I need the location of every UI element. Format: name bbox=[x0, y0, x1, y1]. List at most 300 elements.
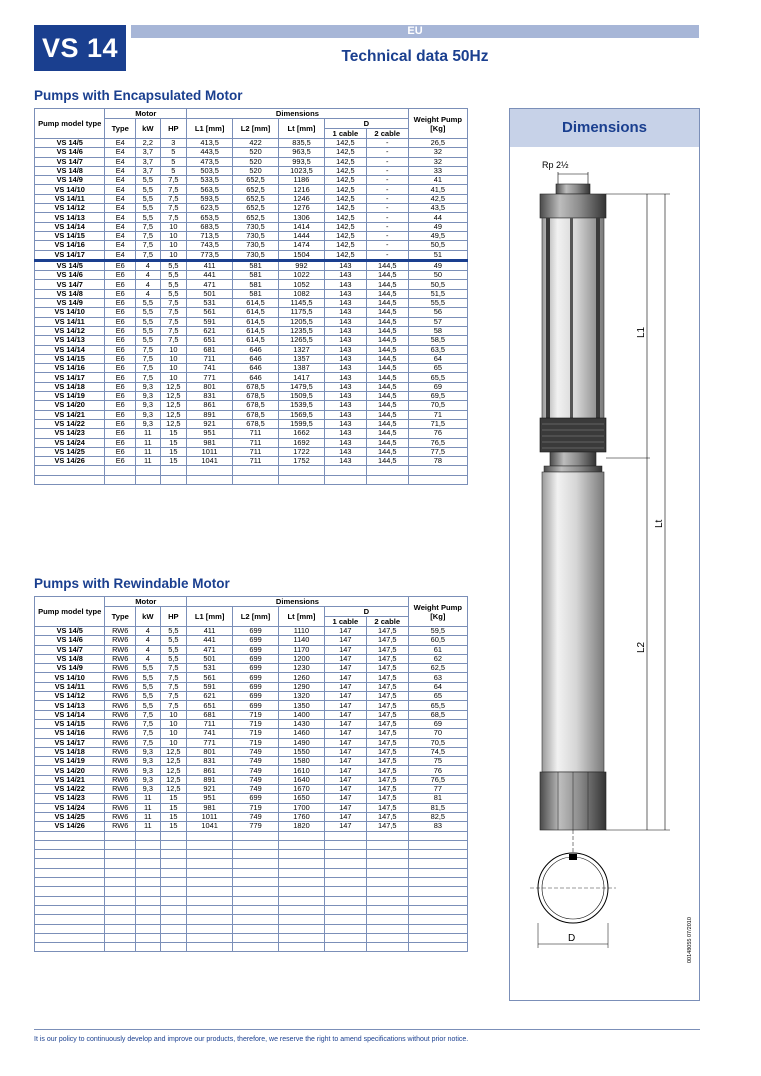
table-cell: 62,5 bbox=[408, 664, 467, 673]
table-cell: 1205,5 bbox=[279, 317, 325, 326]
table-cell: 144,5 bbox=[366, 447, 408, 456]
table-cell bbox=[105, 924, 136, 933]
d-label: D bbox=[568, 933, 576, 944]
table-row bbox=[35, 354, 468, 363]
table-cell: 1022 bbox=[279, 271, 325, 280]
table-row bbox=[35, 738, 468, 747]
table-cell: 719 bbox=[233, 738, 279, 747]
table-cell: 144,5 bbox=[366, 382, 408, 391]
table-cell bbox=[366, 831, 408, 840]
header-hp: HP bbox=[160, 119, 187, 139]
table-cell: 144,5 bbox=[366, 345, 408, 354]
table-cell: 719 bbox=[233, 710, 279, 719]
table-cell: 11 bbox=[136, 803, 161, 812]
table-cell: 143 bbox=[324, 260, 366, 270]
header-l1: L1 [mm] bbox=[187, 607, 233, 627]
table-cell: 7,5 bbox=[160, 664, 187, 673]
table-cell: 147 bbox=[324, 719, 366, 728]
table-cell: 69 bbox=[408, 719, 467, 728]
table-cell: 10 bbox=[160, 354, 187, 363]
table-cell: 1140 bbox=[279, 636, 325, 645]
header-motor: Motor bbox=[105, 597, 187, 607]
table-cell: 147,5 bbox=[366, 738, 408, 747]
table-cell: 147,5 bbox=[366, 757, 408, 766]
table-cell: 63 bbox=[408, 673, 467, 682]
table-cell: 501 bbox=[187, 654, 233, 663]
table-cell: 981 bbox=[187, 803, 233, 812]
table-cell: 5,5 bbox=[136, 204, 161, 213]
blank-row bbox=[35, 915, 468, 924]
table-cell: 142,5 bbox=[324, 148, 366, 157]
table-cell: 652,5 bbox=[233, 194, 279, 203]
table-cell: E6 bbox=[105, 317, 136, 326]
table-cell: 12,5 bbox=[160, 747, 187, 756]
table-row bbox=[35, 317, 468, 326]
table-cell bbox=[366, 850, 408, 859]
model-cell: VS 14/7 bbox=[35, 645, 105, 654]
table-cell bbox=[105, 850, 136, 859]
dimension-extension-lines bbox=[606, 194, 670, 830]
table-cell: 1230 bbox=[279, 664, 325, 673]
table-cell: RW6 bbox=[105, 766, 136, 775]
table-cell: 5,5 bbox=[136, 664, 161, 673]
table-cell: RW6 bbox=[105, 747, 136, 756]
table-cell: 10 bbox=[160, 231, 187, 240]
table-cell: - bbox=[366, 204, 408, 213]
table-cell: 646 bbox=[233, 373, 279, 382]
table-cell: 591 bbox=[187, 682, 233, 691]
table-cell: 144,5 bbox=[366, 260, 408, 270]
table-cell: 60,5 bbox=[408, 636, 467, 645]
table-cell bbox=[136, 868, 161, 877]
table-cell: 711 bbox=[187, 719, 233, 728]
header-kw: kW bbox=[136, 119, 161, 139]
table-cell bbox=[160, 943, 187, 952]
table-cell: 891 bbox=[187, 410, 233, 419]
table-cell: 861 bbox=[187, 401, 233, 410]
table-cell bbox=[35, 878, 105, 887]
table-cell bbox=[160, 878, 187, 887]
table-cell bbox=[366, 943, 408, 952]
table-cell: 749 bbox=[233, 785, 279, 794]
table-cell: 147 bbox=[324, 747, 366, 756]
table-cell bbox=[105, 868, 136, 877]
table-cell: 147,5 bbox=[366, 803, 408, 812]
table-cell bbox=[35, 850, 105, 859]
table-cell: 147 bbox=[324, 794, 366, 803]
table-row bbox=[35, 747, 468, 756]
table-row bbox=[35, 438, 468, 447]
table-cell: 473,5 bbox=[187, 157, 233, 166]
table-row bbox=[35, 345, 468, 354]
table-cell: 730,5 bbox=[233, 241, 279, 250]
table-cell: - bbox=[366, 139, 408, 148]
table-cell bbox=[408, 943, 467, 952]
table-cell: 771 bbox=[187, 738, 233, 747]
table-cell bbox=[105, 466, 136, 475]
table-cell: 7,5 bbox=[160, 336, 187, 345]
table-cell: 4 bbox=[136, 271, 161, 280]
model-cell: VS 14/11 bbox=[35, 317, 105, 326]
table-cell: 56 bbox=[408, 308, 467, 317]
table-cell: 147,5 bbox=[366, 664, 408, 673]
table-cell: 1430 bbox=[279, 719, 325, 728]
table-cell bbox=[233, 859, 279, 868]
table-cell bbox=[187, 466, 233, 475]
table-cell bbox=[233, 840, 279, 849]
table-cell: 1041 bbox=[187, 457, 233, 466]
table-row bbox=[35, 271, 468, 280]
table-cell bbox=[136, 859, 161, 868]
table-cell: 963,5 bbox=[279, 148, 325, 157]
table-cell: 1700 bbox=[279, 803, 325, 812]
table-cell: 12,5 bbox=[160, 775, 187, 784]
table-cell: 33 bbox=[408, 166, 467, 175]
table-cell: 81,5 bbox=[408, 803, 467, 812]
table-cell: 12,5 bbox=[160, 757, 187, 766]
table-cell: 144,5 bbox=[366, 410, 408, 419]
table-cell: E4 bbox=[105, 194, 136, 203]
table-cell: 10 bbox=[160, 719, 187, 728]
table-cell: 471 bbox=[187, 645, 233, 654]
table-cell: 581 bbox=[233, 280, 279, 289]
model-cell: VS 14/9 bbox=[35, 176, 105, 185]
table-cell bbox=[408, 933, 467, 942]
model-cell: VS 14/21 bbox=[35, 410, 105, 419]
header-l2: L2 [mm] bbox=[233, 119, 279, 139]
table-cell bbox=[366, 878, 408, 887]
table-cell bbox=[105, 831, 136, 840]
table-cell: 4 bbox=[136, 289, 161, 298]
table-cell bbox=[35, 905, 105, 914]
table-cell: 58,5 bbox=[408, 336, 467, 345]
blank-row bbox=[35, 868, 468, 877]
table-cell bbox=[408, 831, 467, 840]
table-cell: 74,5 bbox=[408, 747, 467, 756]
table-cell: 5,5 bbox=[136, 682, 161, 691]
table-cell bbox=[279, 840, 325, 849]
table-cell: E4 bbox=[105, 241, 136, 250]
table-cell bbox=[105, 896, 136, 905]
table-cell: 1186 bbox=[279, 176, 325, 185]
table-cell bbox=[35, 859, 105, 868]
table-cell bbox=[279, 831, 325, 840]
header-pump-model: Pump model type bbox=[35, 109, 105, 139]
table-cell: 83 bbox=[408, 822, 467, 831]
table-cell: 719 bbox=[233, 729, 279, 738]
table-cell: 147 bbox=[324, 692, 366, 701]
table-cell: 2,2 bbox=[136, 139, 161, 148]
table-row bbox=[35, 382, 468, 391]
table-cell: 652,5 bbox=[233, 185, 279, 194]
table-cell: 147,5 bbox=[366, 775, 408, 784]
model-cell: VS 14/8 bbox=[35, 654, 105, 663]
table-row bbox=[35, 775, 468, 784]
table-cell: 1444 bbox=[279, 231, 325, 240]
table-row bbox=[35, 419, 468, 428]
table-cell: 711 bbox=[187, 354, 233, 363]
table-cell: RW6 bbox=[105, 636, 136, 645]
table-cell: E6 bbox=[105, 447, 136, 456]
table-cell bbox=[324, 933, 366, 942]
model-cell: VS 14/25 bbox=[35, 812, 105, 821]
table-cell: 5,5 bbox=[136, 701, 161, 710]
table-cell: 144,5 bbox=[366, 299, 408, 308]
table-cell: 614,5 bbox=[233, 317, 279, 326]
table-cell: 1414 bbox=[279, 222, 325, 231]
model-cell: VS 14/17 bbox=[35, 250, 105, 260]
table-cell: 5,5 bbox=[160, 260, 187, 270]
table-cell: 142,5 bbox=[324, 139, 366, 148]
table-cell bbox=[105, 915, 136, 924]
header-weight: Weight Pump [Kg] bbox=[408, 109, 467, 139]
pump-head bbox=[540, 194, 606, 218]
table-cell: 59,5 bbox=[408, 627, 467, 636]
table-cell: 147,5 bbox=[366, 627, 408, 636]
table-cell: - bbox=[366, 222, 408, 231]
section-title-rewindable: Pumps with Rewindable Motor bbox=[34, 576, 230, 591]
table-cell: 144,5 bbox=[366, 438, 408, 447]
table-cell: 773,5 bbox=[187, 250, 233, 260]
table-cell: 1752 bbox=[279, 457, 325, 466]
table-cell: 7,5 bbox=[160, 701, 187, 710]
table-cell bbox=[35, 840, 105, 849]
table-cell: - bbox=[366, 241, 408, 250]
encapsulated-motor-table bbox=[34, 108, 468, 485]
table-cell: 143 bbox=[324, 317, 366, 326]
table-row bbox=[35, 392, 468, 401]
table-cell: 1460 bbox=[279, 729, 325, 738]
table-row bbox=[35, 139, 468, 148]
table-cell: 4 bbox=[136, 636, 161, 645]
table-cell: 10 bbox=[160, 222, 187, 231]
table-cell: 12,5 bbox=[160, 392, 187, 401]
table-cell bbox=[279, 475, 325, 484]
table-cell: 741 bbox=[187, 729, 233, 738]
table-cell: 147 bbox=[324, 729, 366, 738]
table-cell: 711 bbox=[233, 429, 279, 438]
table-row bbox=[35, 719, 468, 728]
table-row bbox=[35, 729, 468, 738]
table-cell bbox=[366, 868, 408, 877]
table-cell: 10 bbox=[160, 345, 187, 354]
blank-row bbox=[35, 466, 468, 475]
header-motor: Motor bbox=[105, 109, 187, 119]
table-cell: 147 bbox=[324, 682, 366, 691]
table-cell bbox=[160, 896, 187, 905]
table-cell: 41 bbox=[408, 176, 467, 185]
table-cell: 143 bbox=[324, 457, 366, 466]
table-row bbox=[35, 701, 468, 710]
table-cell: 651 bbox=[187, 336, 233, 345]
table-cell bbox=[160, 887, 187, 896]
model-cell: VS 14/15 bbox=[35, 354, 105, 363]
table-cell: 147,5 bbox=[366, 812, 408, 821]
table-cell: 143 bbox=[324, 438, 366, 447]
table-cell bbox=[324, 859, 366, 868]
table-cell: E6 bbox=[105, 299, 136, 308]
table-cell: - bbox=[366, 213, 408, 222]
table-cell: 520 bbox=[233, 166, 279, 175]
table-cell: 7,5 bbox=[160, 673, 187, 682]
table-cell: 7,5 bbox=[136, 738, 161, 747]
table-cell: RW6 bbox=[105, 719, 136, 728]
table-cell bbox=[324, 840, 366, 849]
table-cell bbox=[233, 924, 279, 933]
table-cell: 951 bbox=[187, 429, 233, 438]
table-cell: 621 bbox=[187, 326, 233, 335]
model-cell: VS 14/5 bbox=[35, 139, 105, 148]
table-cell: 32 bbox=[408, 157, 467, 166]
table-cell bbox=[324, 943, 366, 952]
table-cell: 443,5 bbox=[187, 148, 233, 157]
table-cell: 1670 bbox=[279, 785, 325, 794]
table-cell: 147 bbox=[324, 645, 366, 654]
table-cell: 614,5 bbox=[233, 308, 279, 317]
table-cell: 26,5 bbox=[408, 139, 467, 148]
table-cell: 76,5 bbox=[408, 775, 467, 784]
table-row bbox=[35, 364, 468, 373]
table-cell: 5,5 bbox=[136, 299, 161, 308]
table-cell: - bbox=[366, 157, 408, 166]
model-cell: VS 14/14 bbox=[35, 345, 105, 354]
table-cell: 5,5 bbox=[136, 692, 161, 701]
table-cell: E4 bbox=[105, 222, 136, 231]
table-cell: 711 bbox=[233, 457, 279, 466]
table-cell bbox=[233, 878, 279, 887]
table-cell: E4 bbox=[105, 185, 136, 194]
table-row bbox=[35, 185, 468, 194]
table-cell: 11 bbox=[136, 812, 161, 821]
table-cell bbox=[408, 868, 467, 877]
table-cell: E4 bbox=[105, 166, 136, 175]
table-cell bbox=[408, 896, 467, 905]
table-cell: 143 bbox=[324, 447, 366, 456]
header-hp: HP bbox=[160, 607, 187, 627]
table-cell: 147 bbox=[324, 775, 366, 784]
table-cell: 801 bbox=[187, 382, 233, 391]
table-cell: 1692 bbox=[279, 438, 325, 447]
table-cell: 1082 bbox=[279, 289, 325, 298]
table-cell: 730,5 bbox=[233, 250, 279, 260]
table-cell bbox=[324, 466, 366, 475]
table-cell: 147 bbox=[324, 738, 366, 747]
table-cell: 147,5 bbox=[366, 636, 408, 645]
table-cell: 1175,5 bbox=[279, 308, 325, 317]
header-type: Type bbox=[105, 119, 136, 139]
table-cell: 699 bbox=[233, 794, 279, 803]
table-cell bbox=[408, 475, 467, 484]
table-cell bbox=[160, 831, 187, 840]
table-cell: 652,5 bbox=[233, 204, 279, 213]
table-cell: - bbox=[366, 194, 408, 203]
table-cell: 441 bbox=[187, 636, 233, 645]
table-cell: E6 bbox=[105, 401, 136, 410]
table-cell: E6 bbox=[105, 354, 136, 363]
table-cell: 144,5 bbox=[366, 373, 408, 382]
table-cell: 144,5 bbox=[366, 280, 408, 289]
table-cell bbox=[187, 831, 233, 840]
table-cell: 147,5 bbox=[366, 682, 408, 691]
table-cell bbox=[233, 868, 279, 877]
table-cell: 441 bbox=[187, 271, 233, 280]
table-cell: 1662 bbox=[279, 429, 325, 438]
table-cell: 1350 bbox=[279, 701, 325, 710]
table-cell bbox=[408, 924, 467, 933]
model-cell: VS 14/12 bbox=[35, 326, 105, 335]
table-cell: 142,5 bbox=[324, 231, 366, 240]
table-cell bbox=[187, 878, 233, 887]
table-cell bbox=[160, 466, 187, 475]
table-cell: 771 bbox=[187, 373, 233, 382]
table-cell bbox=[187, 475, 233, 484]
table-cell: 143 bbox=[324, 299, 366, 308]
table-cell: RW6 bbox=[105, 701, 136, 710]
table-cell: 144,5 bbox=[366, 326, 408, 335]
table-cell: 891 bbox=[187, 775, 233, 784]
table-cell: E4 bbox=[105, 148, 136, 157]
table-cell bbox=[35, 868, 105, 877]
table-cell: 1417 bbox=[279, 373, 325, 382]
table-cell: 699 bbox=[233, 682, 279, 691]
table-cell: 699 bbox=[233, 636, 279, 645]
table-cell: 11 bbox=[136, 794, 161, 803]
table-cell bbox=[279, 466, 325, 475]
table-cell: 683,5 bbox=[187, 222, 233, 231]
table-cell bbox=[408, 850, 467, 859]
table-cell: 76 bbox=[408, 766, 467, 775]
table-cell: 623,5 bbox=[187, 204, 233, 213]
table-cell: 12,5 bbox=[160, 419, 187, 428]
cable-guard-left bbox=[546, 218, 550, 438]
table-cell bbox=[408, 915, 467, 924]
footer-rule bbox=[34, 1029, 700, 1030]
model-cell: VS 14/13 bbox=[35, 336, 105, 345]
table-cell: 1235,5 bbox=[279, 326, 325, 335]
table-cell: 5,5 bbox=[160, 627, 187, 636]
table-cell: E6 bbox=[105, 438, 136, 447]
table-cell: 144,5 bbox=[366, 401, 408, 410]
table-cell: 699 bbox=[233, 673, 279, 682]
model-cell: VS 14/21 bbox=[35, 775, 105, 784]
table-cell bbox=[408, 466, 467, 475]
header-dimensions: Dimensions bbox=[187, 109, 409, 119]
table-cell: 15 bbox=[160, 822, 187, 831]
table-cell: 1474 bbox=[279, 241, 325, 250]
table-cell: 76 bbox=[408, 429, 467, 438]
table-cell: 144,5 bbox=[366, 457, 408, 466]
table-cell: 520 bbox=[233, 157, 279, 166]
table-cell: E4 bbox=[105, 231, 136, 240]
table-row bbox=[35, 299, 468, 308]
table-row bbox=[35, 401, 468, 410]
table-cell: RW6 bbox=[105, 627, 136, 636]
model-cell: VS 14/15 bbox=[35, 719, 105, 728]
blank-row bbox=[35, 905, 468, 914]
table-cell bbox=[187, 905, 233, 914]
table-cell: 147 bbox=[324, 701, 366, 710]
table-cell: 531 bbox=[187, 664, 233, 673]
table-cell: 143 bbox=[324, 280, 366, 289]
table-cell: 699 bbox=[233, 654, 279, 663]
table-cell: 51,5 bbox=[408, 289, 467, 298]
table-cell: 699 bbox=[233, 664, 279, 673]
table-cell: E6 bbox=[105, 364, 136, 373]
model-cell: VS 14/13 bbox=[35, 701, 105, 710]
table-cell: 5,5 bbox=[136, 317, 161, 326]
table-cell: 15 bbox=[160, 429, 187, 438]
table-cell: 7,5 bbox=[136, 345, 161, 354]
